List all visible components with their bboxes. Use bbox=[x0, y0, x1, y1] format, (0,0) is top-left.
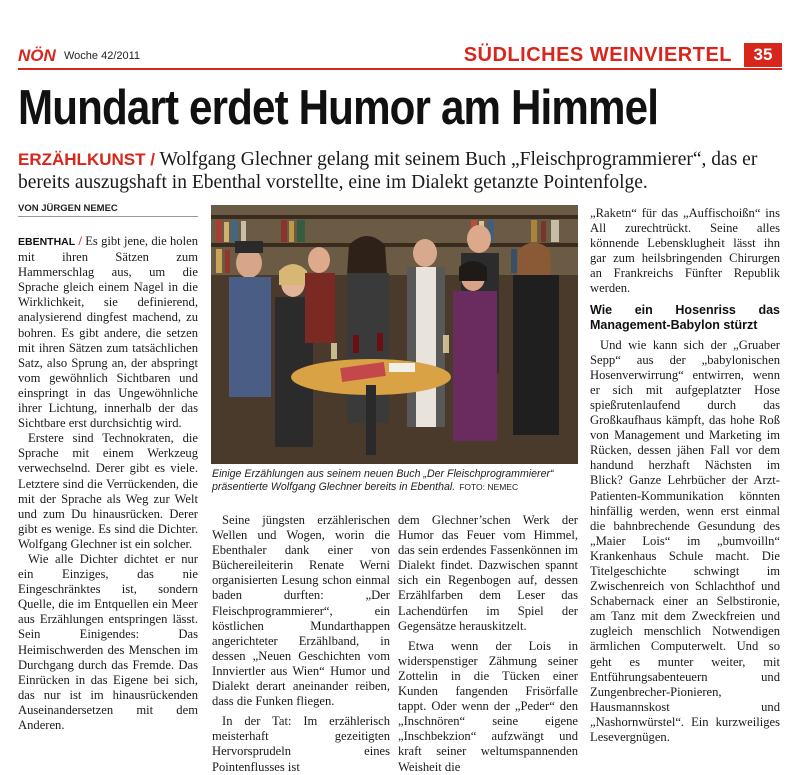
paragraph-text: Es gibt jene, die holen mit ihren Sätzen zum Hammerschlag aus, um die Sprache gleich einem Nagel in die Wirklichkeit, sie definierend, analysierend dingfest machend, zu bohren. Es gibt andere, die setzen mit ihren Sätzen zum tatsächlichen Satz, also Sprung an, der abspringt vom gewöhnlich Sichtbaren und einspringt in das Ungewöhnliche ihrer Lichtung, innerhalb der das Sichtbare erst durchsichtig wird. bbox=[18, 234, 198, 431]
dateline: EBENTHAL bbox=[18, 236, 76, 248]
masthead bbox=[18, 44, 782, 68]
paragraph: Wie alle Dichter dichtet er nur ein Einziges, das nie Eingeschränktes ist, sondern Quelle, die im Entquellen ein Meer aus Erzählungen entspringen lässt. Sein Einigendes: Das Heimischwerden des Menschen im Durchgang durch das Fremde. Das Einrücken in das Eigene bei sich, das nur ist im hinausrückenden Auseinandersetzen mit dem Anderen. bbox=[18, 551, 198, 732]
article-photo bbox=[211, 205, 578, 464]
brand-logo: NÖN bbox=[18, 46, 56, 65]
paragraph: Erstere sind Technokraten, die Sprache mit einem Werkzeug verwechselnd. Derer gibt es viele. Letztere sind die Verrückenden, die mit der Sprache als Weg zur Welt und zum Du hinausrücken. Derer gibt es wenige. Es sind die Dichter. Wolfgang Glechner ist ein solcher. bbox=[18, 431, 198, 551]
dateline-slash: / bbox=[75, 234, 86, 248]
deck-kicker: ERZÄHLKUNST / bbox=[18, 150, 155, 169]
paragraph: Und wie kann sich der „Gruaber Sepp“ aus der „babylonischen Hosenverwirrung“ entwirren, wenn er sich mit aufgeplatzter Hose spießrutenlaufend durch das Großkaufhaus kämpft, das hohe Roß von Management und Marketing im Rücken, dessen jähen Fall vor dem handund herzhaft Nächsten im Blick? Ganze Lehrbücher der Arzt-Patienten-Kommunikation könnten hinfällig werden, wenn erst einmal die bahnbrechende Gesundung des „Maier Lois“ im „bumvoilln“ Krankenhaus Schule macht. Die Titelgeschichte schwingt im Zwischenreich von Schlachthof und Schabernack einer an Selbstironie, am Tanz mit dem Zweckfreien und zugleich menschlich Notwendigen ärmlichen Computerwelt. Und so geht es munter weiter, mit Entführungsabenteuern und Zungenbrecher-Pionieren, Hausmannskost und „Nashornwürstel“. Ein kurzweiliges Lesevergnügen. bbox=[590, 337, 780, 744]
paragraph bbox=[18, 234, 198, 431]
paragraph: Etwa wenn der Lois in widerspenstiger Zähmung seiner Zottelin in die Tücken einer Kunden fangenden Frisörfalle tappt. Oder wenn der „Peder“ den „Inschnören“ seine eigene „Inschbekzion“ aufzwängt und kraft seiner weltumspannenden Weisheit die bbox=[398, 638, 578, 774]
byline: VON JÜRGEN NEMEC bbox=[18, 203, 198, 217]
issue-week: Woche 42/2011 bbox=[64, 50, 141, 62]
article-column-2 bbox=[212, 513, 390, 775]
article-column-1 bbox=[18, 234, 198, 733]
section-title: SÜDLICHES WEINVIERTEL bbox=[463, 44, 732, 66]
paragraph: dem Glechner’schen Werk der Humor das Feuer vom Himmel, das sein erdendes Fassenkönnen im Dialekt findet. Dazwischen spannt sich ein Regenbogen auf, dessen Erzählfarben dem Leser das Lachendürfen im Spiel der Gegensätze herauskitzelt. bbox=[398, 513, 578, 633]
paragraph: In der Tat: Im erzählerisch meisterhaft gezeitigten Hervorsprudeln eines Pointenflusses ist bbox=[212, 714, 390, 774]
page-number: 35 bbox=[744, 43, 782, 67]
headline: Mundart erdet Humor am Himmel bbox=[18, 81, 659, 135]
paragraph: Seine jüngsten erzählerischen Wellen und Wogen, worin die Ebenthaler dank einer von Büchereileiterin Renate Werni organisierten Lesung schon einmal baden durften: „Der Fleischprogrammierer“, ein köstlichen Mundarthappen angerichteter Erzählband, in dessen „Neuen Geschichten vom Innviertler aus Wien“ Humor und Dialekt derart aneinander reiben, dass die Funken fliegen. bbox=[212, 513, 390, 709]
article-column-4 bbox=[590, 206, 780, 745]
subheading: Wie ein Hosenriss das Management-Babylon stürzt bbox=[590, 302, 780, 332]
paragraph: „Raketn“ für das „Auffischoißn“ ins All zurechtrückt. Seine alles könnende Lebensklugheit lässt ihn gar zum heilsbringenden Chirurgen an Frankreichs Fünfter Republik werden. bbox=[590, 206, 780, 296]
deck bbox=[18, 148, 782, 194]
group-photo-image bbox=[211, 205, 578, 464]
masthead-rule bbox=[18, 68, 782, 70]
photo-caption bbox=[212, 468, 578, 494]
article-column-3 bbox=[398, 513, 578, 775]
caption-text: Einige Erzählungen aus seinem neuen Buch „Der Fleischprogrammierer“ präsentierte Wolfgang Glechner bereits in Ebenthal. bbox=[212, 468, 554, 493]
deck-text: Wolfgang Glechner gelang mit seinem Buch „Fleischprogrammierer“, das er bereits auszugshaft in Ebenthal vorstellte, eine im Dialekt getanzte Pointenfolge. bbox=[18, 149, 758, 193]
photo-credit: FOTO: NEMEC bbox=[459, 482, 519, 492]
